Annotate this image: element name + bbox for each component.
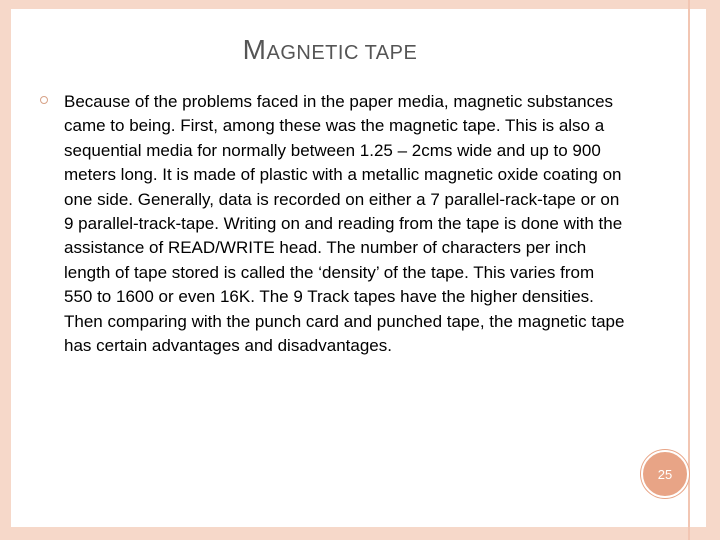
circle-bullet-icon: [40, 96, 48, 104]
slide-border-bottom: [0, 527, 720, 540]
slide-border-left: [0, 0, 11, 540]
slide-title-rest: AGNETIC TAPE: [266, 42, 418, 64]
slide-title: [0, 34, 660, 66]
page-number-badge: [641, 450, 689, 498]
slide-border-right-line: [688, 0, 690, 540]
slide-border-top: [0, 0, 720, 9]
page-number: 25: [657, 466, 673, 482]
slide-border-right: [706, 0, 720, 540]
bullet-text: Because of the problems faced in the paper media, magnetic substances came to being. First, among these was the magnetic tape. This is also a sequential media for normally between 1.25 – 2cms wide and up to 900 meters long. It is made of plastic with a metallic magnetic oxide coating on one side. Generally, data is recorded on either a 7 parallel-rack-tape or on 9 parallel-track-tape. Writing on and reading from the tape is done with the assistance of READ/WRITE head. The number of characters per inch length of tape stored is called the ‘density’ of the tape. This varies from 550 to 1600 or even 16K. The 9 Track tapes have the higher densities. Then comparing with the punch card and punched tape, the magnetic tape has certain advantages and disadvantages.: [64, 92, 625, 356]
slide-title-initial: M: [242, 34, 267, 65]
bullet-item: [40, 90, 625, 358]
